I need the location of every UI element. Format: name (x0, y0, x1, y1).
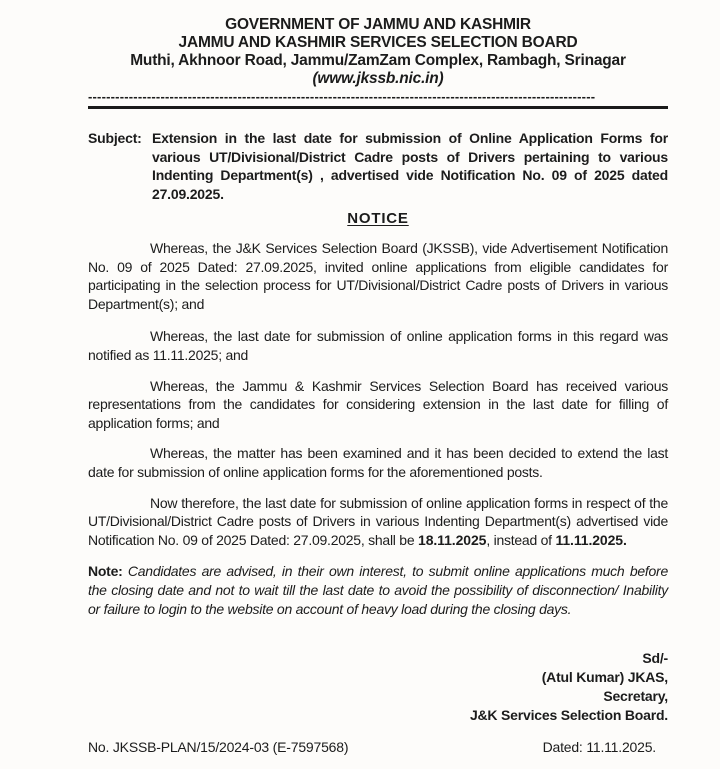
signatory-name: (Atul Kumar) JKAS, (541, 669, 668, 686)
old-last-date: 11.11.2025. (555, 531, 627, 548)
paragraph-whereas-representations: Whereas, the Jammu & Kashmir Services Selection Board has received various representations from the candidates for considering extension in the last date for filling of application forms; and (88, 377, 668, 431)
notice-heading: NOTICE (347, 210, 409, 227)
board-address: Muthi, Akhnoor Road, Jammu/ZamZam Complex, Rambagh, Srinagar (130, 52, 626, 69)
extension-order-mid: , instead of (486, 531, 556, 548)
dashed-rule: ---------------------------------------------------------------------------------------------------------------- (88, 91, 596, 103)
note-text: Candidates are advised, in their own interest, to submit online applications much before the closing date and not to wait till the last date to avoid the possibility of disconnection/ Inability or failure to login to the website on account of heavy load during the closing days. (88, 563, 669, 617)
signatory-organization: J&K Services Selection Board. (469, 707, 668, 724)
government-title: GOVERNMENT OF JAMMU AND KASHMIR (225, 16, 531, 33)
note-paragraph (88, 562, 668, 618)
board-title: JAMMU AND KASHMIR SERVICES SELECTION BOARD (178, 34, 578, 51)
subject-block (88, 129, 668, 203)
website-url: (www.jkssb.nic.in) (312, 70, 444, 87)
signed-abbrev: Sd/- (642, 650, 668, 667)
solid-rule (88, 106, 668, 109)
reference-number: No. JKSSB-PLAN/15/2024-03 (E-7597568) (88, 739, 349, 756)
new-last-date: 18.11.2025 (418, 531, 487, 548)
footer-row (88, 739, 668, 755)
paragraph-whereas-advertisement: Whereas, the J&K Services Selection Board (JKSSB), vide Advertisement Notification No. 09 of 2025 Dated: 27.09.2025, invited online applications from eligible candidates for participating in the selection process for UT/Divisional/District Cadre posts of Drivers in various Department(s); and (88, 240, 668, 312)
issue-date: Dated: 11.11.2025. (542, 739, 656, 756)
header-separator (88, 91, 668, 109)
signature-block (88, 649, 668, 725)
extension-order-text: Now therefore, the last date for submission of online application forms in respect of the UT/Divisional/District Cadre posts of Drivers in various Indenting Department(s) advertised vide Notification No. 09 of 2025 Dated: 27.09.2025, shall be (88, 494, 668, 548)
note-label: Note: (88, 563, 123, 580)
paragraph-extension-order (88, 494, 668, 550)
subject-text: Extension in the last date for submission of Online Application Forms for various UT/Divisional/District Cadre posts of Drivers pertaining to various Indenting Department(s) , advertised vide Notification No. 09 of 2025 dated 27.09.2025. (152, 130, 668, 202)
letterhead (88, 16, 668, 88)
subject-label: Subject: (88, 130, 142, 146)
signatory-designation: Secretary, (603, 688, 668, 705)
paragraph-whereas-decision: Whereas, the matter has been examined and it has been decided to extend the last date for submission of online application forms for the aforementioned posts. (88, 445, 668, 480)
paragraph-whereas-last-date: Whereas, the last date for submission of online application forms in this regard was notified as 11.11.2025; and (88, 328, 668, 363)
